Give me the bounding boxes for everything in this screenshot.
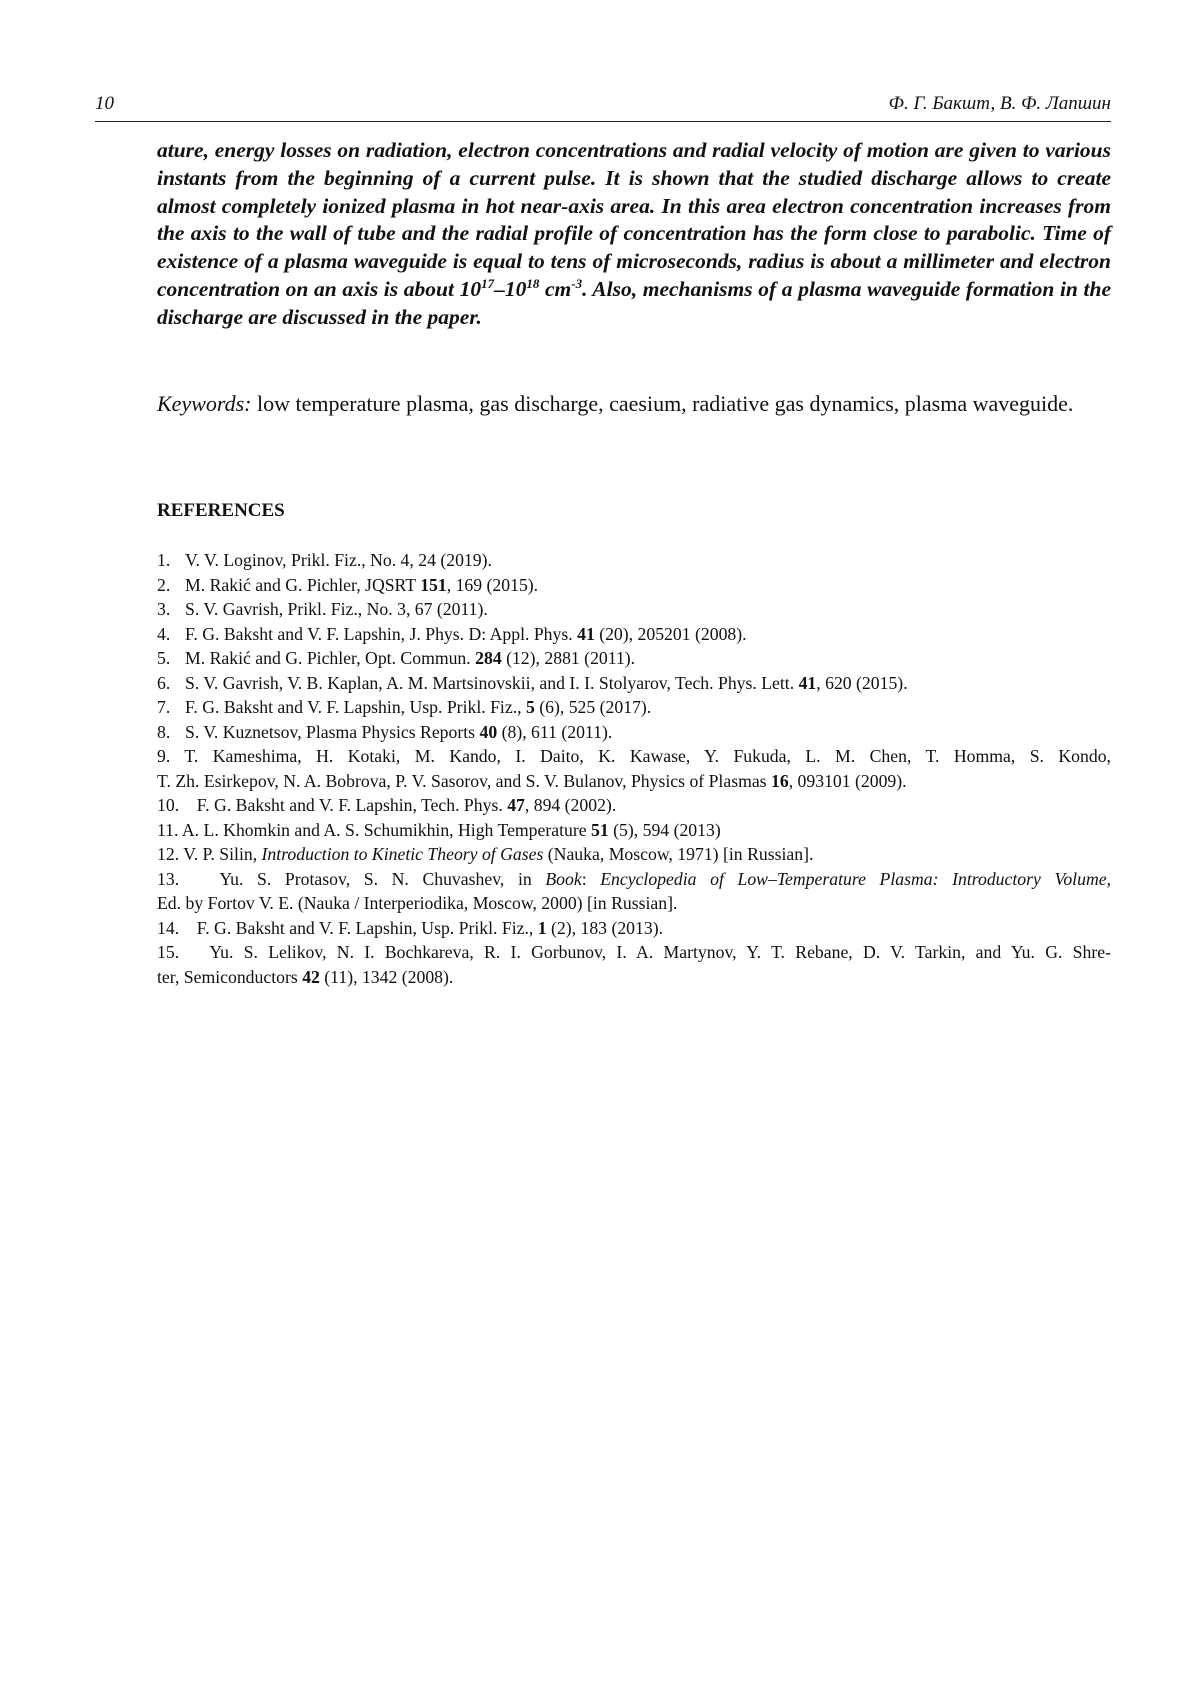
reference-line	[157, 769, 1111, 794]
reference-number: 2.	[157, 573, 185, 598]
exponent-minus-3: -3	[571, 276, 582, 291]
exponent-18: 18	[526, 276, 539, 291]
reference-volume: 42	[302, 967, 320, 987]
reference-volume: 5	[526, 697, 535, 717]
reference-text: Yu. S. Protasov, S. N. Chuvashev, in	[219, 869, 545, 889]
reference-text: T. Kameshima, H. Kotaki, M. Kando, I. Daito, K. Kawase, Y. Fukuda, L. M. Chen, T. Homma, S. Kondo,	[184, 746, 1111, 766]
reference-text: Yu. S. Lelikov, N. I. Bochkareva, R. I. Gorbunov, I. A. Martynov, Y. T. Rebane, D. V. Tarkin, and Yu. G. Shre-	[209, 942, 1111, 962]
reference-number: 4.	[157, 622, 185, 647]
reference-text: , 169 (2015).	[447, 575, 538, 595]
reference-number: 14.	[157, 918, 179, 938]
reference-text: , 093101 (2009).	[789, 771, 907, 791]
keywords-label: Keywords:	[157, 391, 252, 416]
reference-item	[157, 720, 1111, 745]
reference-item	[157, 646, 1111, 671]
reference-text: T. Zh. Esirkepov, N. A. Bobrova, P. V. Sasorov, and S. V. Bulanov, Physics of Plasmas	[157, 771, 771, 791]
reference-text: F. G. Baksht and V. F. Lapshin, Usp. Prikl. Fiz.,	[185, 697, 526, 717]
reference-number: 11.	[157, 820, 178, 840]
reference-book-label: Book	[545, 869, 581, 889]
reference-text: (20), 205201 (2008).	[595, 624, 747, 644]
running-header-authors: Ф. Г. Бакшт, В. Ф. Лапшин	[889, 93, 1111, 115]
reference-text: (5), 594 (2013)	[609, 820, 721, 840]
reference-text: V. P. Silin,	[183, 844, 261, 864]
reference-number: 8.	[157, 720, 185, 745]
keywords-paragraph	[157, 390, 1111, 417]
reference-item	[157, 695, 1111, 720]
abstract-unit: cm	[539, 277, 571, 301]
reference-text: (11), 1342 (2008).	[320, 967, 453, 987]
reference-book-title: Encyclopedia of Low–Temperature Plasma: Introductory Volume,	[600, 869, 1111, 889]
reference-number: 7.	[157, 695, 185, 720]
reference-number: 15.	[157, 942, 179, 962]
reference-text: , 620 (2015).	[816, 673, 907, 693]
reference-volume: 41	[799, 673, 817, 693]
references-heading: REFERENCES	[157, 500, 285, 522]
reference-number: 6.	[157, 671, 185, 696]
reference-text: ter, Semiconductors	[157, 967, 302, 987]
reference-line	[157, 940, 1111, 965]
reference-volume: 16	[771, 771, 789, 791]
reference-volume: 151	[420, 575, 447, 595]
reference-text: M. Rakić and G. Pichler, JQSRT	[185, 575, 420, 595]
reference-text: S. V. Kuznetsov, Plasma Physics Reports	[185, 722, 479, 742]
reference-item	[157, 842, 1111, 867]
reference-item	[157, 573, 1111, 598]
reference-item	[157, 597, 1111, 622]
page-number: 10	[95, 93, 114, 115]
reference-text: (2), 183 (2013).	[547, 918, 663, 938]
reference-item	[157, 622, 1111, 647]
reference-number: 3.	[157, 597, 185, 622]
reference-text: (Nauka, Moscow, 1971) [in Russian].	[543, 844, 813, 864]
reference-number: 12.	[157, 844, 179, 864]
running-header	[95, 91, 1111, 122]
reference-item	[157, 671, 1111, 696]
reference-item	[157, 793, 1111, 818]
keywords-text: low temperature plasma, gas discharge, caesium, radiative gas dynamics, plasma waveguide.	[252, 391, 1074, 416]
reference-text: S. V. Gavrish, V. B. Kaplan, A. M. Martsinovskii, and I. I. Stolyarov, Tech. Phys. Lett.	[185, 673, 799, 693]
reference-text: M. Rakić and G. Pichler, Opt. Commun.	[185, 648, 475, 668]
reference-line	[157, 965, 1111, 990]
reference-volume: 41	[577, 624, 595, 644]
reference-text: , 894 (2002).	[525, 795, 616, 815]
reference-text: (8), 611 (2011).	[497, 722, 612, 742]
abstract-part-3: . Also, mechanisms of a plasma waveguide formation in the discharge are discussed in the paper.	[157, 277, 1111, 329]
abstract-text	[157, 137, 1111, 332]
reference-number: 13.	[157, 869, 179, 889]
reference-text: F. G. Baksht and V. F. Lapshin, Tech. Phys.	[197, 795, 507, 815]
reference-text: F. G. Baksht and V. F. Lapshin, J. Phys. D: Appl. Phys.	[185, 624, 577, 644]
reference-text: S. V. Gavrish, Prikl. Fiz., No. 3, 67 (2011).	[185, 599, 488, 619]
reference-item	[157, 916, 1111, 941]
reference-item	[157, 940, 1111, 989]
reference-volume: 51	[591, 820, 609, 840]
reference-text: A. L. Khomkin and A. S. Schumikhin, High Temperature	[182, 820, 591, 840]
reference-line	[157, 744, 1111, 769]
references-list	[157, 548, 1111, 989]
reference-text: Ed. by Fortov V. E. (Nauka / Interperiodika, Moscow, 2000) [in Russian].	[157, 893, 677, 913]
reference-text: (6), 525 (2017).	[535, 697, 651, 717]
reference-number: 10.	[157, 795, 179, 815]
reference-number: 1.	[157, 548, 185, 573]
abstract-part-1: ature, energy losses on radiation, electron concentrations and radial velocity of motion are giv­en to various instants from the beginning of a current pulse. It is shown that the studied dis­charge allows to create almost completely ionized plasma in hot near-axis area. In this area electron concentration increases from the axis to the wall of tube and the radial profile of con­centration has the form close to parabolic. Time of existence of a plasma waveguide is equal to tens of microseconds, radius is about a millimeter and electron concentration on an axis is about 10	[157, 138, 1111, 301]
reference-text: :	[582, 869, 601, 889]
reference-volume: 40	[479, 722, 497, 742]
reference-item	[157, 818, 1111, 843]
reference-volume: 284	[475, 648, 502, 668]
reference-text: V. V. Loginov, Prikl. Fiz., No. 4, 24 (2019).	[185, 550, 492, 570]
reference-text: F. G. Baksht and V. F. Lapshin, Usp. Prikl. Fiz.,	[197, 918, 538, 938]
reference-item	[157, 744, 1111, 793]
exponent-17: 17	[481, 276, 494, 291]
reference-book-title: Introduction to Kinetic Theory of Gases	[262, 844, 544, 864]
abstract-part-2: –10	[494, 277, 526, 301]
reference-number: 9.	[157, 746, 170, 766]
reference-line	[157, 867, 1111, 892]
reference-number: 5.	[157, 646, 185, 671]
reference-text: (12), 2881 (2011).	[502, 648, 635, 668]
reference-line	[157, 891, 1111, 916]
reference-volume: 1	[538, 918, 547, 938]
reference-item	[157, 867, 1111, 916]
reference-item	[157, 548, 1111, 573]
reference-volume: 47	[507, 795, 525, 815]
